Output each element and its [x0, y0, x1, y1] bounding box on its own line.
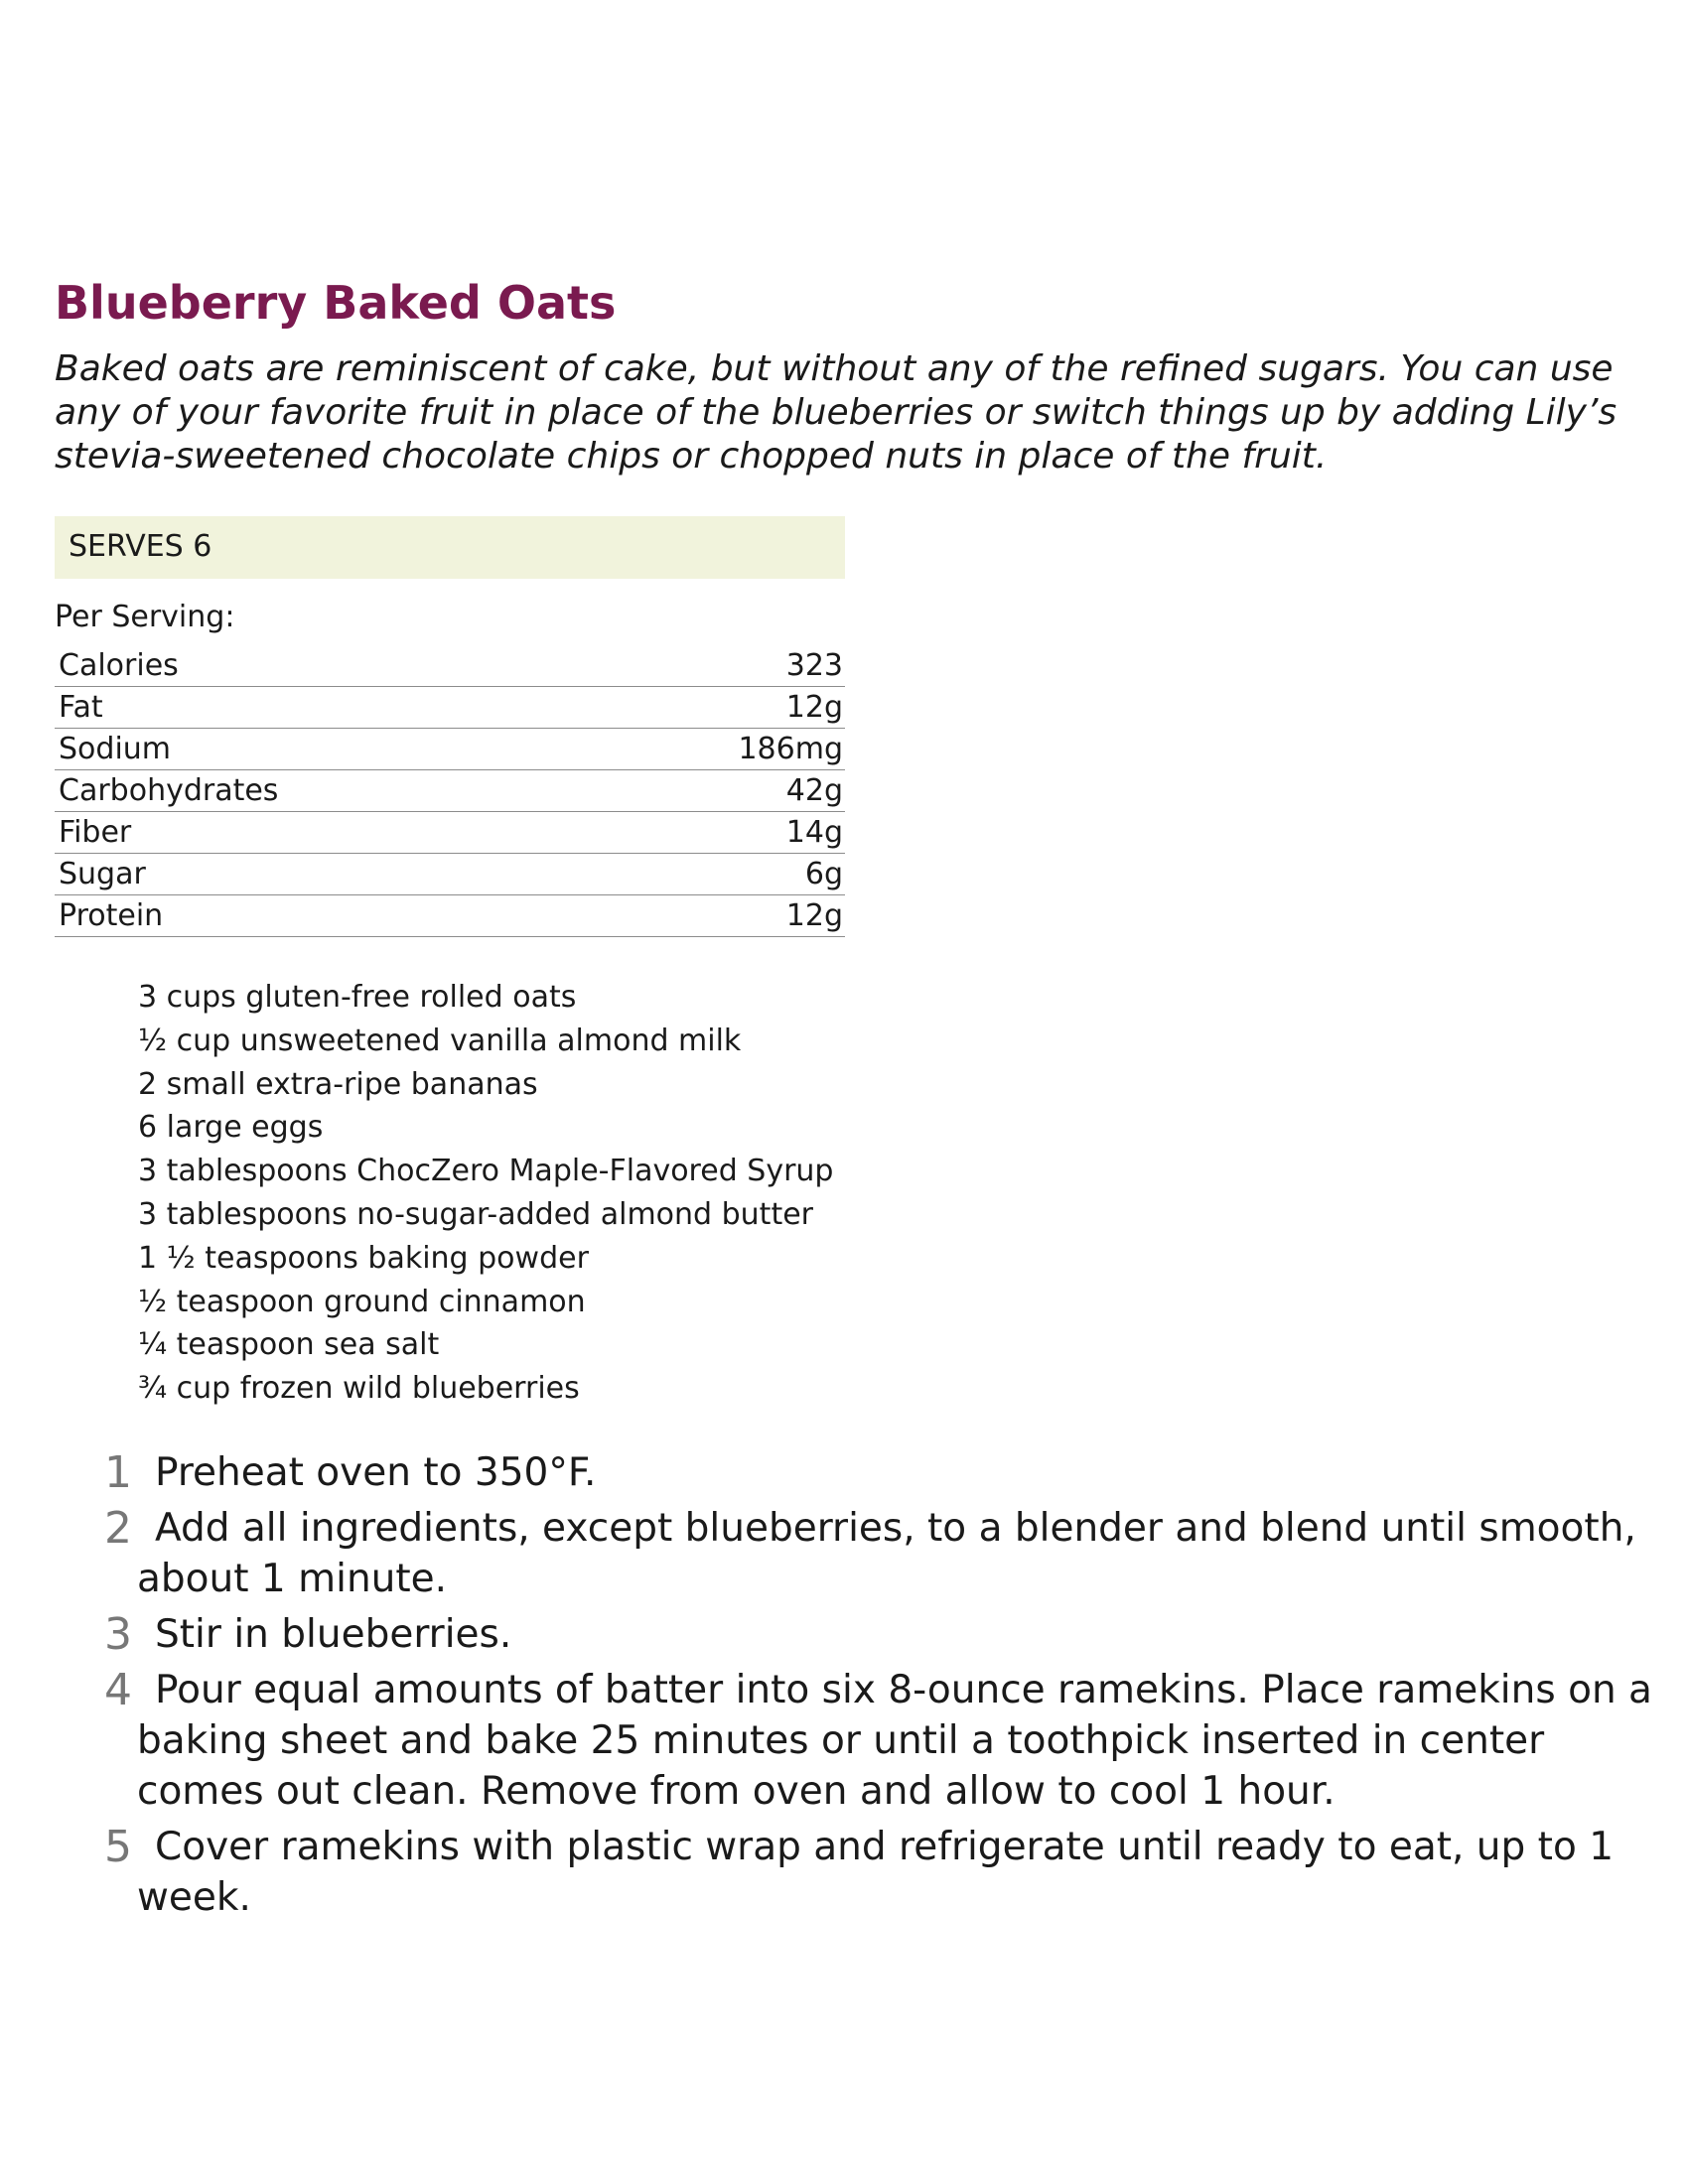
per-serving-label: Per Serving:: [55, 600, 235, 634]
nutrition-value: 12g: [785, 690, 843, 725]
nutrition-label: Calories: [59, 648, 179, 683]
nutrition-label: Carbohydrates: [59, 773, 279, 808]
nutrition-label: Sodium: [59, 732, 172, 766]
nutrition-row-sugar: [55, 854, 845, 895]
ingredient-item: 3 tablespoons no-sugar-added almond butter: [138, 1196, 813, 1232]
ingredient-item: ½ cup unsweetened vanilla almond milk: [138, 1023, 742, 1058]
nutrition-label: Sugar: [59, 857, 146, 891]
nutrition-label: Protein: [59, 898, 164, 933]
ingredient-item: 3 cups gluten-free rolled oats: [138, 980, 577, 1015]
instruction-step: [104, 1447, 1653, 1498]
nutrition-row-protein: [55, 895, 845, 937]
step-text: Cover ramekins with plastic wrap and refrigerate until ready to eat, up to 1 week.: [137, 1825, 1615, 1920]
instruction-step: [104, 1503, 1653, 1604]
ingredient-item: 3 tablespoons ChocZero Maple-Flavored Syrup: [138, 1154, 834, 1189]
instruction-step: [104, 1665, 1653, 1817]
serves-text: SERVES 6: [69, 529, 212, 564]
nutrition-row-sodium: [55, 729, 845, 770]
nutrition-value: 186mg: [738, 732, 843, 766]
step-text: Stir in blueberries.: [155, 1612, 512, 1657]
instruction-list: [104, 1447, 1653, 1928]
nutrition-value: 12g: [785, 898, 843, 933]
ingredient-item: ¾ cup frozen wild blueberries: [138, 1371, 580, 1407]
ingredient-list: [138, 976, 833, 1411]
nutrition-value: 323: [785, 648, 843, 683]
step-text: Preheat oven to 350°F.: [155, 1450, 597, 1495]
step-text: Add all ingredients, except blueberries, to a blender and blend until smooth, about 1 minute.: [137, 1506, 1636, 1601]
nutrition-value: 42g: [785, 773, 843, 808]
instruction-step: [104, 1609, 1653, 1660]
ingredient-item: 1 ½ teaspoons baking powder: [138, 1240, 589, 1276]
nutrition-row-fiber: [55, 812, 845, 854]
nutrition-row-carbohydrates: [55, 770, 845, 812]
nutrition-label: Fiber: [59, 815, 132, 850]
serves-bar: [55, 516, 845, 579]
nutrition-value: 6g: [804, 857, 843, 891]
step-text: Pour equal amounts of batter into six 8-ounce ramekins. Place ramekins on a baking sheet and bake 25 minutes or until a toothpick inserted in center comes out clean. Remove from oven and allow to cool 1 hour.: [137, 1668, 1652, 1814]
ingredient-item: 6 large eggs: [138, 1110, 324, 1146]
instruction-step: [104, 1822, 1653, 1923]
recipe-intro: Baked oats are reminiscent of cake, but without any of the refined sugars. You can use any of your favorite fruit in place of the blueberries or switch things up by adding Lily’s stevia-sweetened chocolate chips or chopped nuts in place of the fruit.: [55, 348, 1618, 477]
nutrition-row-calories: [55, 645, 845, 687]
nutrition-value: 14g: [785, 815, 843, 850]
nutrition-table: [55, 645, 845, 937]
step-number: 1: [104, 1447, 132, 1498]
step-number: 2: [104, 1503, 132, 1554]
recipe-title: Blueberry Baked Oats: [55, 276, 617, 330]
nutrition-label: Fat: [59, 690, 103, 725]
nutrition-row-fat: [55, 687, 845, 729]
step-number: 3: [104, 1609, 132, 1660]
step-number: 5: [104, 1822, 132, 1872]
step-number: 4: [104, 1665, 132, 1715]
ingredient-item: ¼ teaspoon sea salt: [138, 1327, 440, 1363]
ingredient-item: 2 small extra-ripe bananas: [138, 1066, 538, 1102]
ingredient-item: ½ teaspoon ground cinnamon: [138, 1284, 586, 1319]
